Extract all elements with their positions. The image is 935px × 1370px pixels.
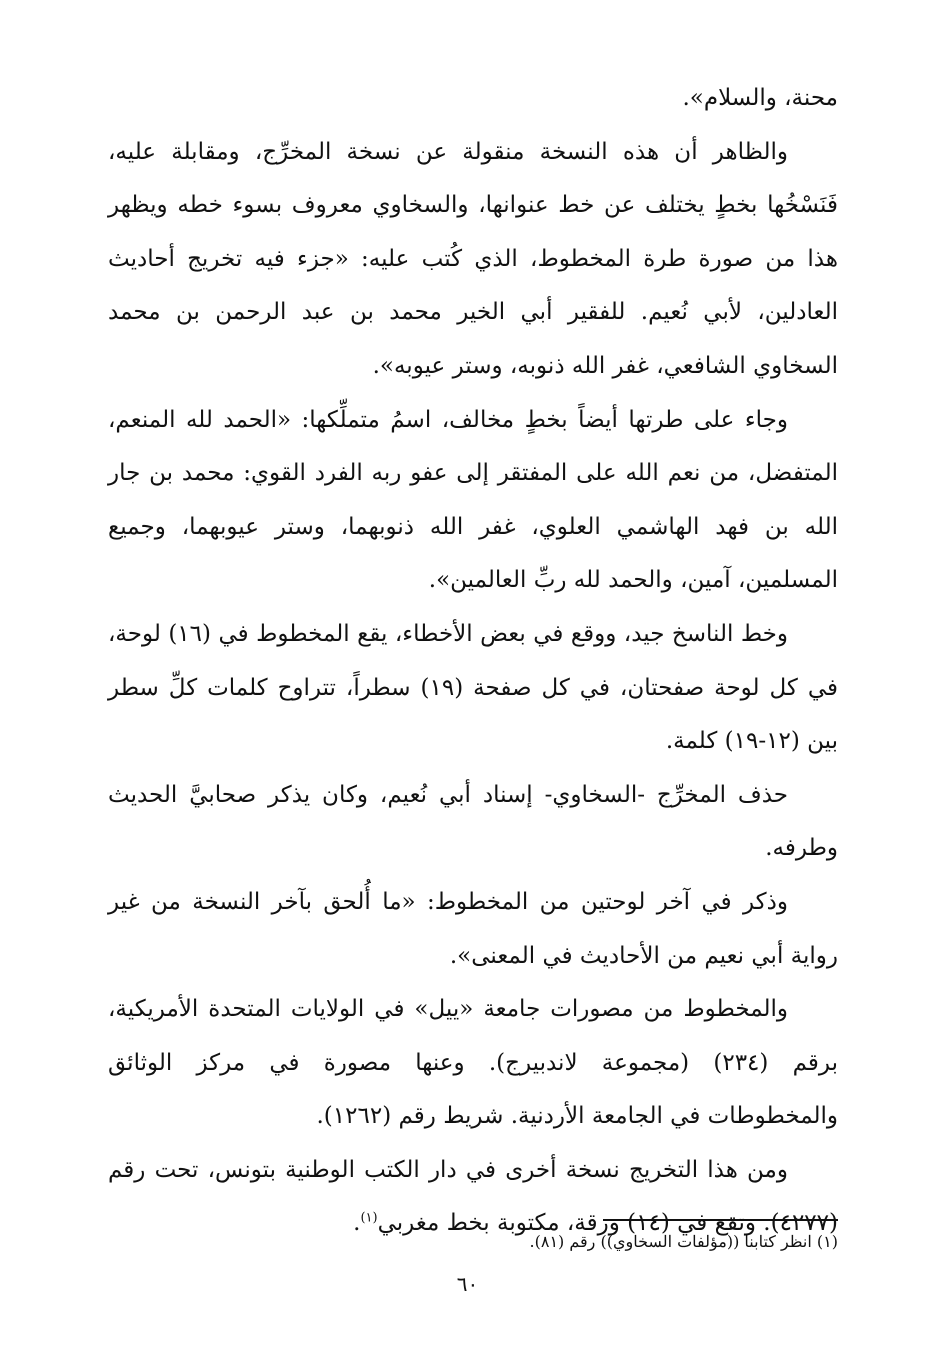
- footnote: (١) انظر كتابنا ((مؤلفات السخاوي)) رقم (٨١).: [529, 1232, 838, 1251]
- paragraph-1: والظاهر أن هذه النسخة منقولة عن نسخة المخرِّج، ومقابلة عليه، فَنَسْخُها بخطٍ يختلف عن خط عنوانها، والسخاوي معروف بسوء خطه ويظهر هذا من صورة طرة المخطوط، الذي كُتب عليه: «جزء فيه تخريج أحاديث العادلين، لأبي نُعيم. للفقير أبي الخير محمد بن عبد الرحمن بن محمد السخاوي الشافعي، غفر الله ذنوبه، وستر عيوبه».: [108, 138, 838, 379]
- paragraph-3: وخط الناسخ جيد، ووقع في بعض الأخطاء، يقع المخطوط في (١٦) لوحة، في كل لوحة صفحتان، في كل صفحة (١٩) سطراً، تتراوح كلمات كلِّ سطر بين (١٢-١٩) كلمة.: [108, 620, 839, 755]
- paragraph-6: والمخطوط من مصورات جامعة «ييل» في الولايات المتحدة الأمريكية، برقم (٢٣٤) (مجموعة لاندبيرج). وعنها مصورة في مركز الوثائق والمخطوطات في الجامعة الأردنية. شريط رقم (١٢٦٢).: [108, 996, 838, 1130]
- paragraph-2: وجاء على طرتها أيضاً بخطٍ مخالف، اسمُ متملِّكها: «الحمد لله المنعم، المتفضل، من نعم الله على المفتقر إلى عفو ربه الفرد القوي: محمد بن جار الله بن فهد الهاشمي العلوي، غفر الله ذنوبهما، وستر عيوبهما، وجميع المسلمين، آمين، والحمد لله ربِّ العالمين».: [108, 406, 838, 594]
- footnote-reference: (١): [360, 1210, 378, 1226]
- paragraph-7-tail: .: [353, 1210, 361, 1237]
- paragraph-7-text: ومن هذا التخريج نسخة أخرى في دار الكتب الوطنية بتونس، تحت رقم (٤٢٧٧). وتقع في (١٤) ورقة، مكتوبة بخط مغربي: [108, 1156, 838, 1237]
- footnote-divider: [603, 1219, 838, 1221]
- page-body: [108, 72, 838, 1251]
- paragraph-5: وذكر في آخر لوحتين من المخطوط: «ما أُلحق بآخر النسخة من غير رواية أبي نعيم من الأحاديث في المعنى».: [108, 888, 838, 969]
- page-number: ٦٠: [456, 1272, 479, 1296]
- paragraph-0: محنة، والسلام».: [682, 85, 838, 111]
- paragraph-4: حذف المخرِّج -السخاوي- إسناد أبي نُعيم، وكان يذكر صحابيَّ الحديث وطرفه.: [108, 781, 838, 862]
